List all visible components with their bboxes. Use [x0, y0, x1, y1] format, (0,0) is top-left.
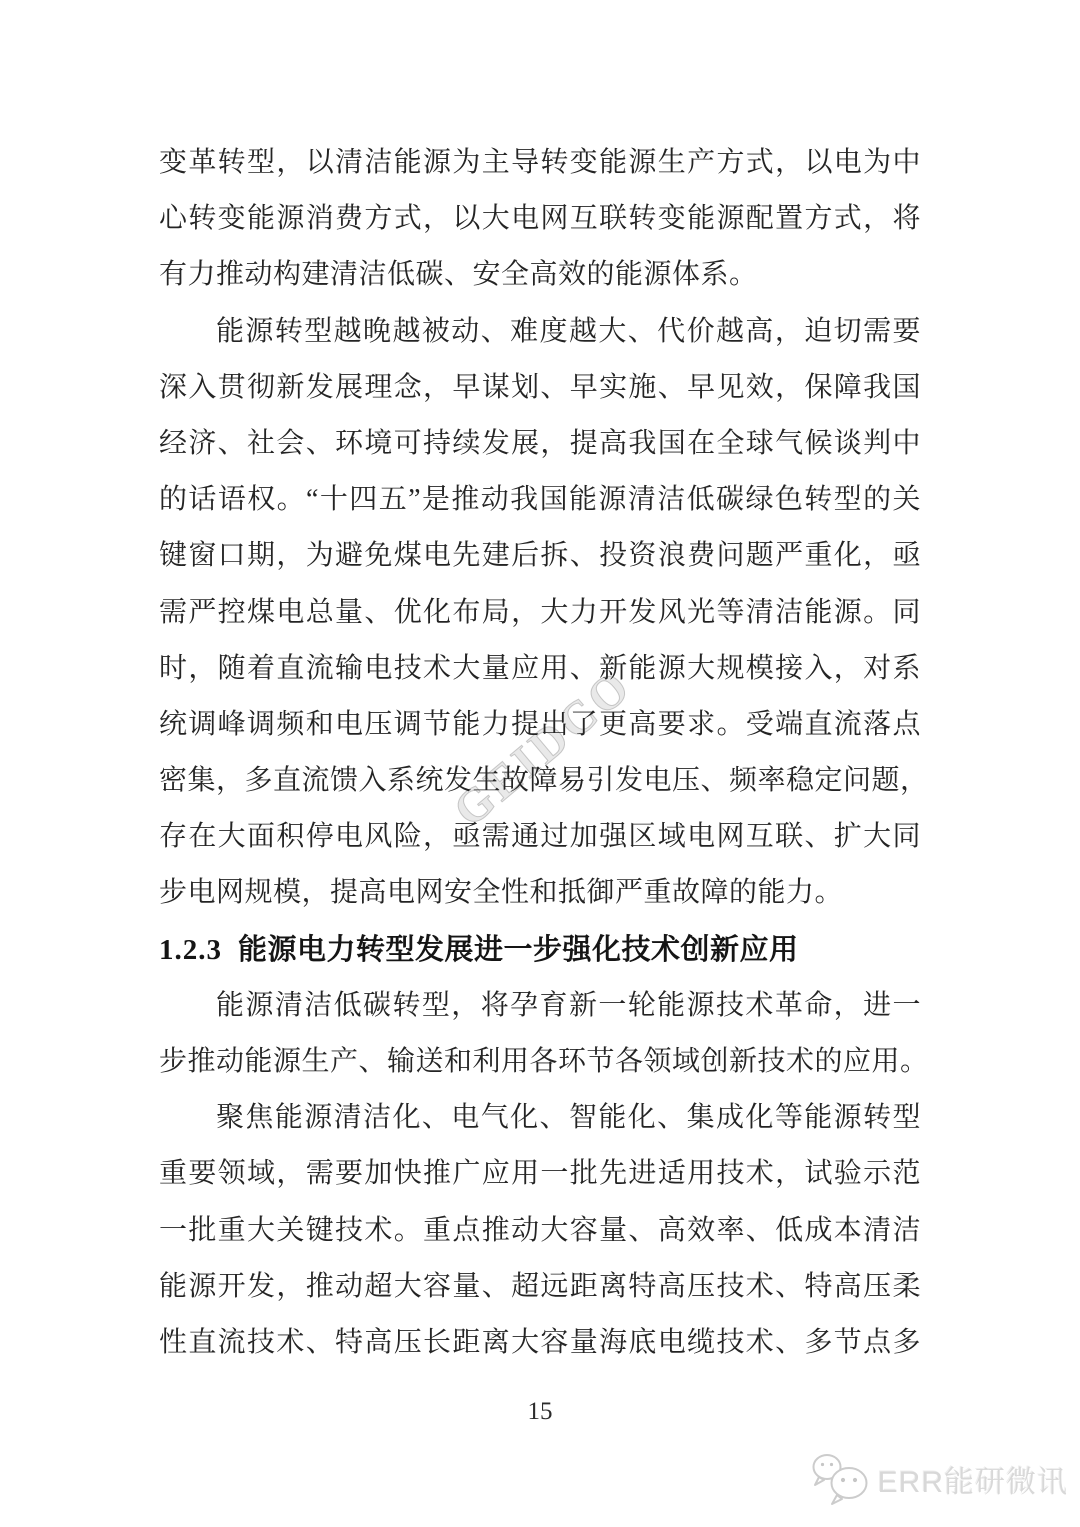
text-line: 变革转型，以清洁能源为主导转变能源生产方式，以电为中: [159, 147, 921, 178]
text-line: 重要领域，需要加快推广应用一批先进适用技术，试验示范: [159, 1158, 921, 1190]
text-line: 能源开发，推动超大容量、超远距离特高压技术、特高压柔: [159, 1270, 921, 1302]
wechat-chat-bubbles-icon: [809, 1450, 873, 1508]
text-line: 聚焦能源清洁化、电气化、智能化、集成化等能源转型: [216, 1102, 921, 1134]
page-number: 15: [527, 1398, 553, 1425]
text-line: 的话语权。“十四五”是推动我国能源清洁低碳绿色转型的关: [159, 484, 921, 516]
text-line: 密集，多直流馈入系统发生故障易引发电压、频率稳定问题，: [159, 765, 929, 797]
document-body: [159, 135, 929, 1371]
geidco-watermark: GEIDCO: [444, 659, 642, 837]
text-line: 性直流技术、特高压长距离大容量海底电缆技术、多节点多: [159, 1326, 921, 1358]
footer-brand: [809, 1450, 1068, 1508]
text-line: 一批重大关键技术。重点推动大容量、高效率、低成本清洁: [159, 1214, 921, 1246]
text-line: 经济、社会、环境可持续发展，提高我国在全球气候谈判中: [159, 427, 921, 459]
text-line: 需严控煤电总量、优化布局，大力开发风光等清洁能源。同: [159, 596, 921, 628]
footer-brand-text: ERR能研微讯: [877, 1466, 1068, 1499]
text-line: 存在大面积停电风险，亟需通过加强区域电网互联、扩大同: [159, 821, 921, 853]
text-line: 步推动能源生产、输送和利用各环节各领域创新技术的应用。: [159, 1046, 929, 1077]
section-heading: [159, 922, 921, 978]
text-line: 深入贯彻新发展理念，早谋划、早实施、早见效，保障我国: [159, 371, 921, 403]
section-number: 1.2.3: [159, 933, 222, 966]
section-title: 能源电力转型发展进一步强化技术创新应用: [238, 933, 799, 966]
text-line: 步电网规模，提高电网安全性和抵御严重故障的能力。: [159, 877, 844, 909]
text-line: 能源清洁低碳转型，将孕育新一轮能源技术革命，进一: [216, 989, 921, 1021]
text-line: 键窗口期，为避免煤电先建后拆、投资浪费问题严重化，亟: [159, 540, 921, 572]
text-line: 时，随着直流输电技术大量应用、新能源大规模接入，对系: [159, 652, 921, 684]
text-line: 有力推动构建清洁低碳、安全高效的能源体系。: [159, 259, 758, 291]
text-line: 能源转型越晚越被动、难度越大、代价越高，迫切需要: [216, 315, 921, 347]
text-line: 心转变能源消费方式，以大电网互联转变能源配置方式，将: [159, 203, 921, 235]
text-line: 统调峰调频和电压调节能力提出了更高要求。受端直流落点: [159, 708, 921, 740]
